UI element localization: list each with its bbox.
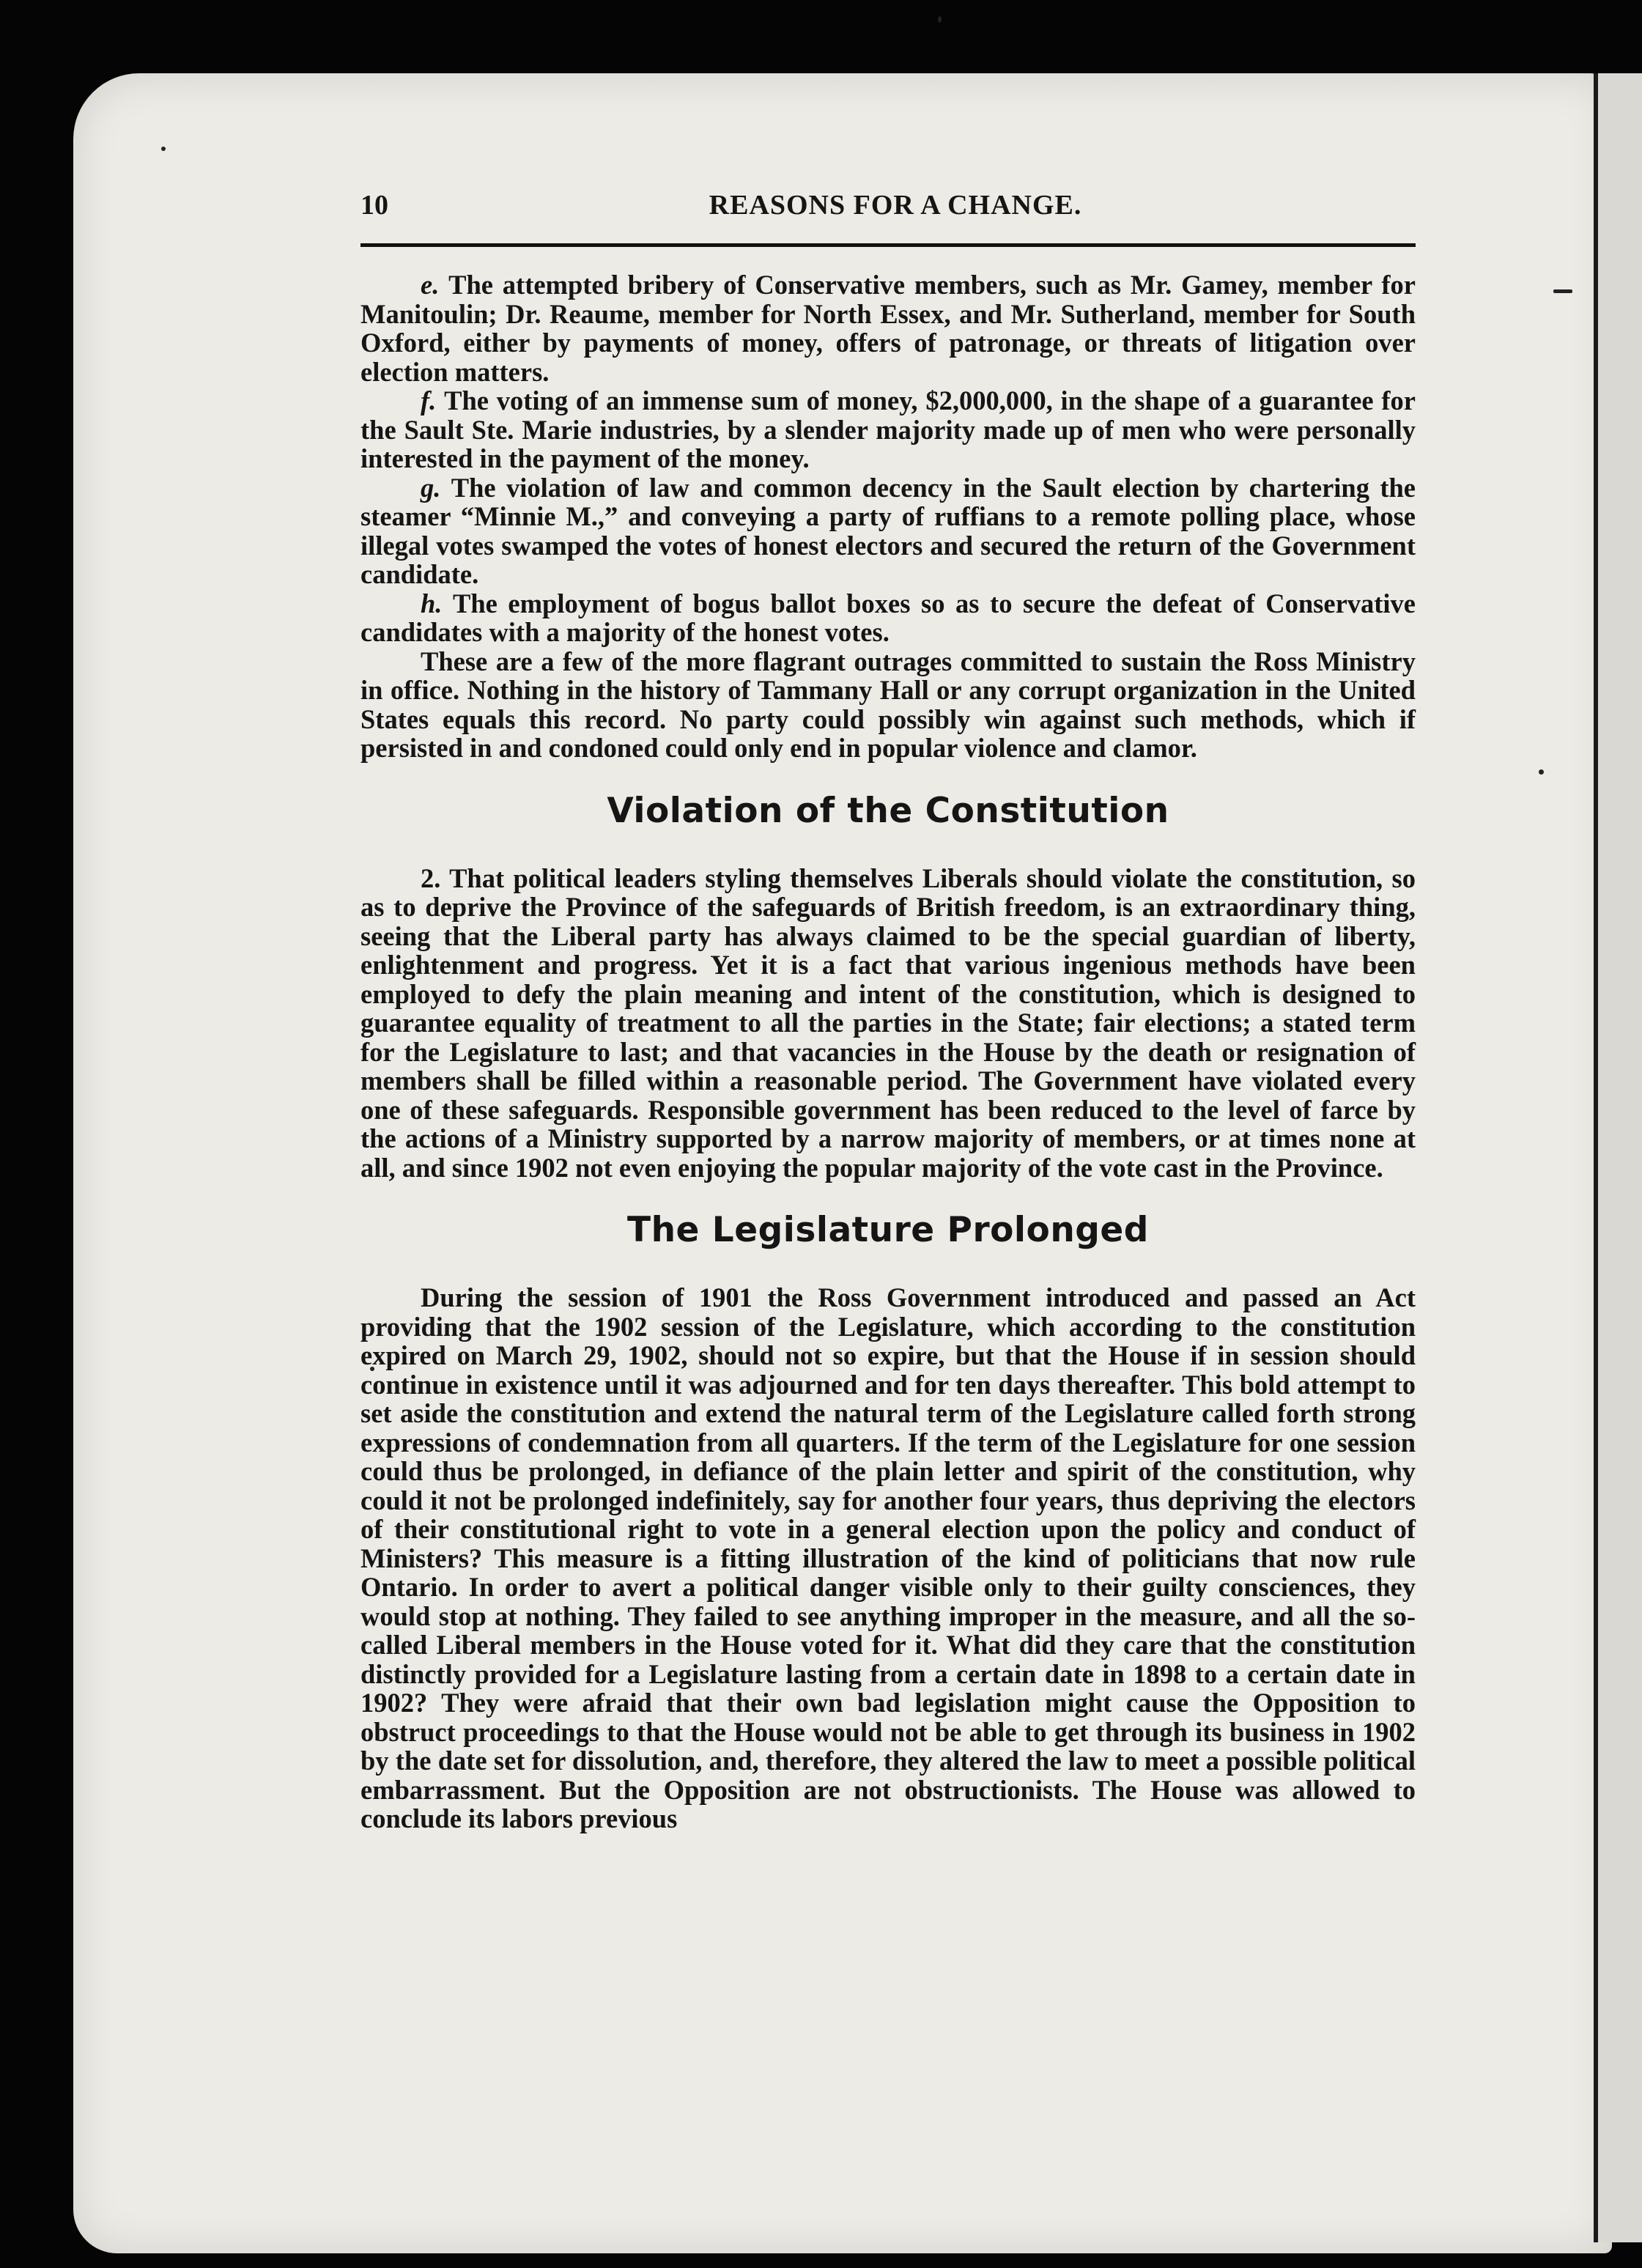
item-letter: e.	[421, 270, 440, 300]
paragraph-text: These are a few of the more flagrant outrages committed to sustain the Ross Ministry in office. Nothing in the history of Tammany Hall or any corrupt organization in the United States equals this record. No party could possibly win against such methods, which if persisted in and condoned could only end in popular violence and clamor.	[360, 646, 1416, 763]
list-item-e	[360, 270, 1416, 386]
summary-paragraph	[360, 647, 1416, 763]
intro-list	[360, 270, 1416, 763]
item-text: The violation of law and common decency in the Sault election by chartering the steamer “Minnie M.,” and conveying a party of ruffians to a remote polling place, whose illegal votes swamped the votes of honest electors and secured the return of the Government candidate.	[360, 472, 1416, 589]
running-title: REASONS FOR A CHANGE.	[709, 190, 1082, 221]
item-text: The voting of an immense sum of money, $2,000,000, in the shape of a guarantee for the Sault Ste. Marie industries, by a slender majority made up of men who were personally interested in the payment of the money.	[360, 385, 1416, 473]
list-item-h	[360, 589, 1416, 647]
facing-page-edge	[1594, 73, 1642, 2242]
print-speck	[938, 16, 942, 23]
paragraph-text: 2. That political leaders styling themselves Liberals should violate the constitution, so as to deprive the Province of the safeguards of British freedom, is an extraordinary thing, seeing that the Liberal party has always claimed to be the special guardian of liberty, enlightenment and progress. Yet it is a fact that various ingenious methods have been employed to defy the plain meaning and intent of the constitution, which is designed to guarantee equality of treatment to all the parties in the State; fair elections; a stated term for the Legislature to last; and that vacancies in the House by the death or resignation of members shall be filled within a reasonable period. The Government have violated every one of these safeguards. Responsible government has been reduced to the level of farce by the actions of a Ministry supported by a narrow majority of members, or at times none at all, and since 1902 not even enjoying the popular majority of the vote cast in the Province.	[360, 862, 1416, 1183]
list-item-f	[360, 386, 1416, 473]
section-heading-legislature: The Legislature Prolonged	[627, 1210, 1149, 1250]
item-letter: f.	[421, 385, 437, 415]
header-rule	[360, 243, 1416, 247]
paragraph-text: During the session of 1901 the Ross Government introduced and passed an Act providing that the 1902 session of the Legislature, which according to the constitution expired on March 29, 1902, should not so expire, but that the House if in session should continue in existence until it was adjourned and for ten days thereafter. This bold attempt to set aside the constitution and extend the natural term of the Legislature called forth strong expressions of condemnation from all quarters. If the term of the Legislature for one session could thus be prolonged, in defiance of the plain letter and spirit of the constitution, why could it not be prolonged indefinitely, say for another four years, thus depriving the electors of their constitutional right to vote in a general election upon the policy and conduct of Ministers? This measure is a fitting illustration of the kind of politicians that now rule Ontario. In order to avert a political danger visible only to their guilty consciences, they would stop at nothing. They failed to see anything improper in the measure, and all the so-called Liberal members in the House voted for it. What did they care that the constitution distinctly provided for a Legislature lasting from a certain date in 1898 to a certain date in 1902? They were afraid that their own bad legislation might cause the Opposition to obstruct proceedings to that the House would not be able to get through its business in 1902 by the date set for dissolution, and, therefore, they altered the law to meet a possible political embarrassment. But the Opposition are not obstructionists. The House was allowed to conclude its labors previous	[360, 1282, 1416, 1833]
page-number: 10	[360, 190, 388, 221]
print-speck	[161, 147, 166, 151]
item-text: The employment of bogus ballot boxes so as to secure the defeat of Conservative candidates with a majority of the honest votes.	[360, 588, 1416, 647]
item-text: The attempted bribery of Conservative members, such as Mr. Gamey, member for Manitoulin; Dr. Reaume, member for North Essex, and Mr. Sutherland, member for South Oxford, either by payments of money, offers of patronage, or threats of litigation over election matters.	[360, 270, 1416, 387]
print-speck	[1553, 289, 1572, 293]
item-letter: h.	[421, 588, 443, 618]
list-item-g	[360, 473, 1416, 589]
section-heading-violation: Violation of the Constitution	[607, 790, 1169, 831]
violation-paragraph	[360, 864, 1416, 1183]
running-head	[360, 183, 1416, 227]
legislature-paragraph	[360, 1283, 1416, 1833]
page-content	[360, 183, 1416, 1833]
item-letter: g.	[421, 472, 441, 503]
print-speck	[1539, 769, 1544, 775]
